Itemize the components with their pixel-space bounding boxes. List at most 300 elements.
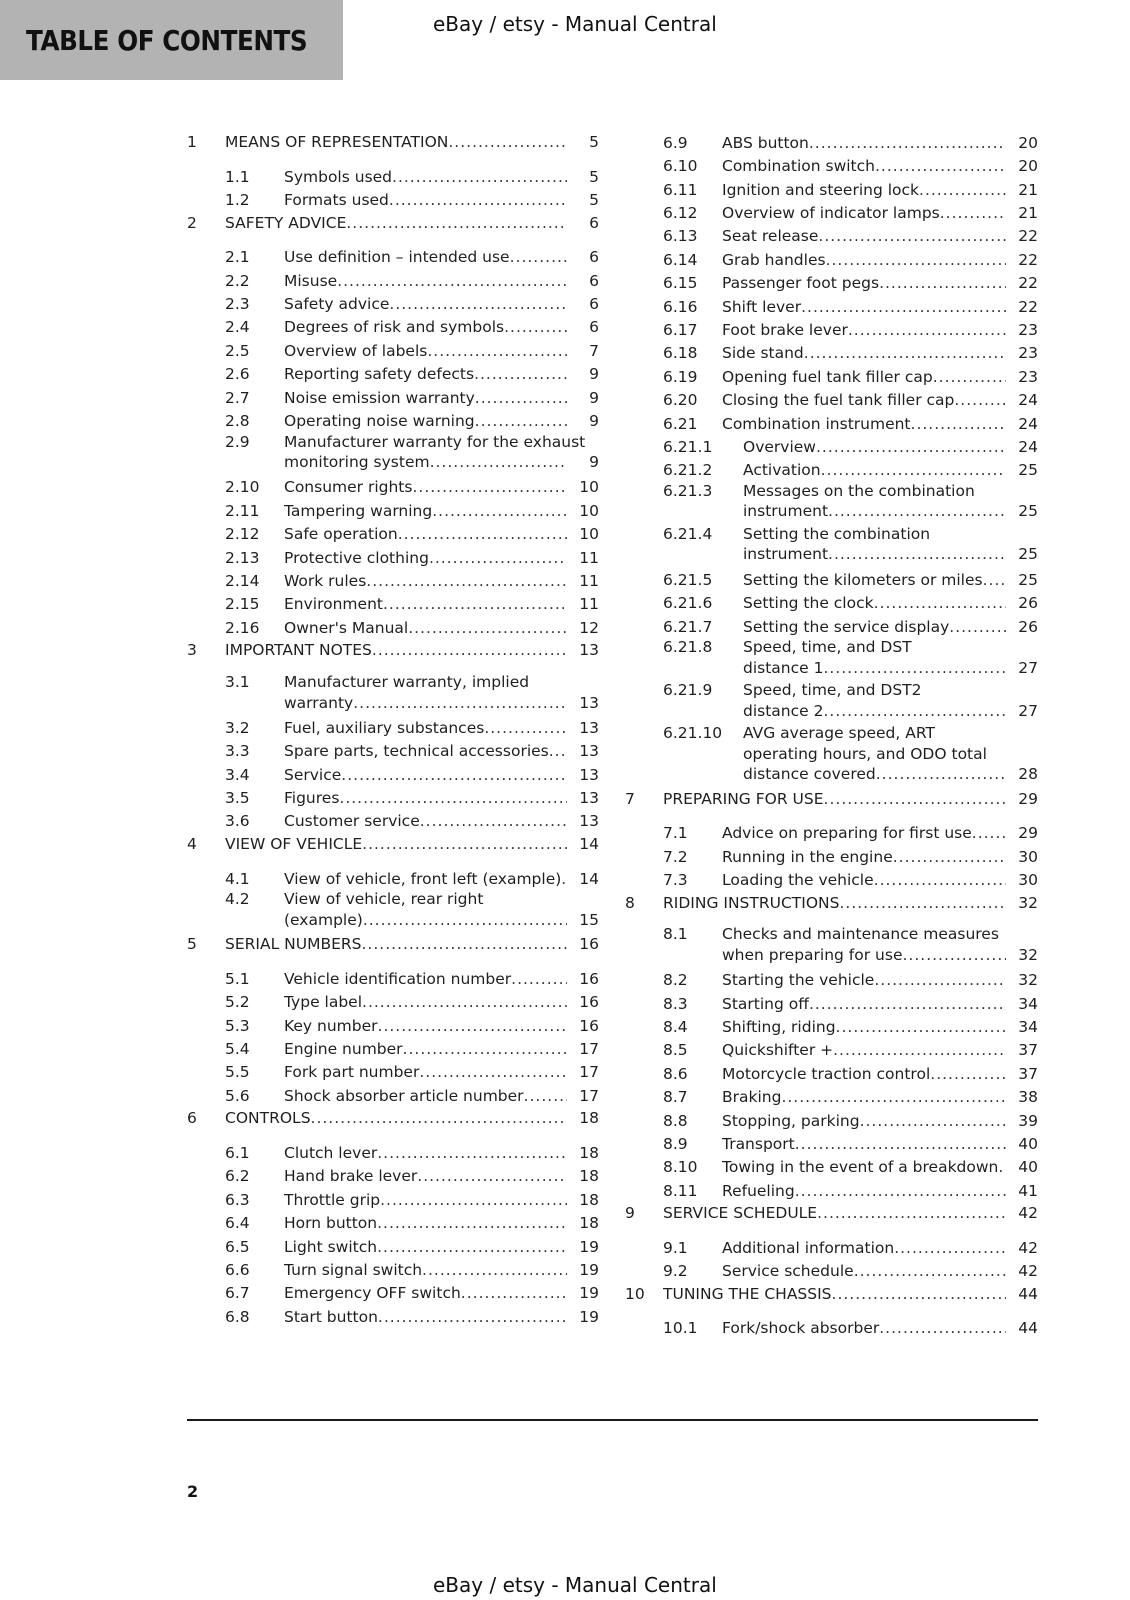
toc-entry[interactable] (187, 738, 599, 761)
toc-entry-page: 21 (1018, 204, 1038, 223)
toc-entry[interactable] (187, 187, 599, 210)
toc-entry-title-wrap (722, 1040, 1006, 1061)
toc-entry-page: 34 (1018, 1017, 1038, 1036)
toc-entry-title-wrap (284, 1260, 567, 1281)
toc-entry-title: CONTROLS (225, 1109, 311, 1128)
toc-entry[interactable] (625, 270, 1038, 293)
toc-entry-title-wrap (722, 1111, 1006, 1132)
toc-entry-page: 44 (1018, 1319, 1038, 1338)
toc-entry[interactable] (625, 1014, 1038, 1037)
toc-leader-dots (911, 414, 1006, 435)
toc-entry-number: 6.17 (663, 321, 698, 340)
toc-entry-title-wrap (722, 823, 1006, 844)
toc-entry-title: Shifting, riding (722, 1017, 836, 1036)
toc-entry[interactable] (187, 832, 599, 866)
toc-entry-number: 6.19 (663, 367, 698, 386)
toc-entry-number: 6.21.8 (663, 638, 713, 657)
toc-entry[interactable] (187, 1234, 599, 1257)
toc-entry[interactable] (625, 411, 1038, 434)
toc-entry[interactable] (187, 1083, 599, 1106)
footer-divider (187, 1419, 1038, 1421)
toc-entry-title: View of vehicle, front left (example) (284, 869, 562, 888)
toc-leader-dots (504, 317, 567, 338)
toc-entry-title-wrap (284, 1190, 567, 1211)
toc-entry[interactable] (187, 291, 599, 314)
toc-entry-number: 8.3 (663, 994, 688, 1013)
toc-entry-title-line: AVG average speed, ART (743, 724, 935, 743)
toc-leader-dots (524, 1086, 567, 1107)
toc-entry[interactable] (187, 164, 599, 187)
toc-entry[interactable] (625, 317, 1038, 340)
toc-entry[interactable] (625, 224, 1038, 247)
toc-entry-number: 6.11 (663, 180, 698, 199)
toc-entry-title-wrap (743, 617, 1006, 638)
toc-entry-title-wrap (743, 701, 1006, 722)
toc-entry-title: Closing the fuel tank filler cap (722, 391, 955, 410)
toc-entry[interactable] (187, 1106, 599, 1140)
toc-entry[interactable] (187, 545, 599, 568)
toc-entry-title-wrap (743, 593, 1006, 614)
toc-entry-title-wrap (284, 247, 567, 268)
toc-entry-title-wrap (663, 789, 1006, 810)
toc-entry[interactable] (187, 762, 599, 785)
toc-leader-dots (510, 247, 567, 268)
toc-entry-title-wrap (284, 1166, 567, 1187)
toc-entry[interactable] (625, 637, 1038, 678)
toc-entry-title-wrap (284, 1016, 567, 1037)
toc-entry-page: 26 (1018, 617, 1038, 636)
toc-entry-title-wrap (284, 167, 567, 188)
toc-entry[interactable] (625, 1154, 1038, 1177)
toc-leader-dots (353, 693, 567, 714)
toc-entry-page: 10 (579, 525, 599, 544)
toc-entry-title: Environment (284, 595, 383, 614)
toc-entry-number: 6.18 (663, 344, 698, 363)
toc-entry[interactable] (187, 268, 599, 291)
toc-entry-number: 1.2 (225, 191, 250, 210)
toc-entry-page: 18 (579, 1144, 599, 1162)
toc-leader-dots (795, 1181, 1006, 1202)
toc-entry-title-wrap (722, 847, 1006, 868)
toc-entry[interactable] (625, 991, 1038, 1014)
toc-entry-title: Combination switch (722, 157, 875, 176)
toc-entry-page: 10 (579, 501, 599, 520)
toc-entry-title: Work rules (284, 571, 367, 590)
toc-leader-dots (930, 1064, 1006, 1085)
toc-entry[interactable] (187, 715, 599, 738)
toc-entry-row (187, 672, 599, 693)
toc-entry-number: 3.1 (225, 673, 250, 692)
toc-leader-dots (817, 1203, 1006, 1224)
toc-entry-number: 10 (625, 1284, 645, 1303)
toc-entry-number: 6.13 (663, 227, 698, 246)
toc-leader-dots (377, 1213, 567, 1234)
toc-entry[interactable] (625, 680, 1038, 721)
toc-entry-title-wrap (722, 1017, 1006, 1038)
toc-entry-number: 9.2 (663, 1262, 688, 1281)
toc-entry-title: warranty (284, 693, 354, 712)
toc-entry-number: 6.21 (663, 414, 698, 433)
toc-leader-dots (902, 945, 1006, 966)
toc-entry[interactable] (187, 568, 599, 591)
toc-leader-dots (419, 1062, 567, 1083)
toc-entry-number: 2.8 (225, 412, 250, 430)
toc-entry-title: Use definition – intended use (284, 248, 510, 267)
toc-entry-page: 30 (1018, 871, 1038, 889)
toc-entry-page: 9 (589, 388, 599, 407)
toc-entry-title: Type label (284, 993, 363, 1012)
toc-entry[interactable] (625, 1316, 1038, 1339)
toc-entry-page: 15 (579, 910, 599, 929)
toc-entry-title-wrap (225, 1108, 567, 1129)
toc-entry-page: 13 (579, 742, 599, 761)
toc-entry-title-wrap (284, 364, 567, 385)
toc-entry-title: Formats used (284, 191, 389, 210)
toc-entry-title-wrap (284, 969, 567, 990)
toc-entry-title: Safe operation (284, 525, 398, 544)
toc-entry[interactable] (625, 524, 1038, 565)
toc-entry-page: 9 (589, 412, 599, 430)
toc-entry[interactable] (625, 1131, 1038, 1154)
toc-entry[interactable] (625, 153, 1038, 176)
toc-entry-title: Noise emission warranty (284, 388, 475, 407)
toc-entry-page: 20 (1018, 133, 1038, 152)
toc-entry-number: 4 (187, 834, 197, 853)
toc-entry-row (625, 701, 1038, 722)
toc-leader-dots (389, 190, 567, 211)
toc-leader-dots (474, 364, 567, 385)
toc-entry-title-wrap (284, 1086, 567, 1107)
toc-entry[interactable] (187, 498, 599, 521)
toc-entry-number: 5.5 (225, 1063, 250, 1082)
toc-entry-number: 6.10 (663, 157, 698, 176)
toc-entry-title-wrap (284, 317, 567, 338)
toc-entry-title: monitoring system (284, 453, 430, 471)
toc-entry-title-wrap (722, 250, 1006, 271)
toc-entry-title-wrap (284, 1283, 567, 1304)
toc-entry-title-wrap (284, 271, 567, 292)
toc-entry-title: VIEW OF VEHICLE (225, 834, 363, 853)
toc-entry-title: Setting the kilometers or miles (743, 570, 983, 589)
toc-entry-page: 32 (1018, 893, 1038, 912)
toc-entry[interactable] (187, 1060, 599, 1083)
toc-entry[interactable] (187, 385, 599, 408)
toc-entry-title: Spare parts, technical accessories (284, 742, 549, 761)
toc-entry-number: 6.6 (225, 1260, 250, 1279)
toc-entry[interactable] (187, 809, 599, 832)
toc-entry-title-wrap (284, 672, 599, 693)
toc-entry-page: 18 (579, 1190, 599, 1209)
toc-entry[interactable] (625, 1084, 1038, 1107)
toc-entry[interactable] (625, 481, 1038, 522)
toc-leader-dots (875, 156, 1006, 177)
toc-entry-title: Activation (743, 461, 821, 480)
toc-entry-title: Starting the vehicle (722, 971, 875, 990)
toc-entry-title: TUNING THE CHASSIS (663, 1284, 832, 1303)
toc-entry-title-wrap (284, 811, 567, 832)
toc-entry[interactable] (625, 1235, 1038, 1258)
toc-entry-title-wrap (743, 501, 1006, 522)
toc-entry-title: Shift lever (722, 297, 802, 316)
toc-entry-page: 14 (579, 869, 599, 888)
toc-entry-number: 2 (187, 213, 197, 232)
toc-entry[interactable] (625, 787, 1038, 821)
toc-entry[interactable] (625, 294, 1038, 317)
toc-leader-dots (848, 320, 1006, 341)
toc-entry-number: 6 (187, 1109, 197, 1128)
toc-entry-number: 2.6 (225, 365, 250, 384)
toc-entry[interactable] (625, 1201, 1038, 1235)
toc-entry-title-wrap (284, 1039, 567, 1060)
toc-entry-title-wrap (284, 618, 567, 639)
toc-entry-number: 6.21.2 (663, 461, 713, 480)
toc-entry[interactable] (187, 1013, 599, 1036)
toc-entry[interactable] (625, 891, 1038, 925)
toc-entry-number: 7.1 (663, 824, 688, 843)
toc-leader-dots (377, 1237, 567, 1258)
toc-entry-page: 13 (579, 693, 599, 712)
toc-entry-number: 10.1 (663, 1319, 698, 1338)
toc-entry-number: 6.21.7 (663, 617, 713, 636)
toc-entry-page: 23 (1018, 344, 1038, 363)
toc-entry-row (187, 693, 599, 714)
toc-entry-title: Throttle grip (284, 1190, 381, 1209)
toc-entry[interactable] (187, 211, 599, 245)
toc-entry-title: when preparing for use (722, 945, 903, 964)
toc-entry[interactable] (625, 820, 1038, 843)
toc-entry-page: 9 (589, 453, 599, 471)
toc-entry-title-wrap (284, 571, 567, 592)
toc-entry[interactable] (625, 614, 1038, 637)
toc-entry[interactable] (625, 1061, 1038, 1084)
toc-entry-title: Misuse (284, 271, 338, 290)
toc-entry-title: IMPORTANT NOTES (225, 641, 372, 660)
toc-entry[interactable] (187, 315, 599, 338)
toc-entry-number: 6.5 (225, 1237, 250, 1256)
toc-entry-title: Braking (722, 1088, 782, 1107)
toc-entry-number: 6.21.6 (663, 594, 713, 613)
toc-entry[interactable] (625, 364, 1038, 387)
toc-leader-dots (818, 226, 1006, 247)
toc-entry-title: MEANS OF REPRESENTATION (225, 133, 449, 151)
toc-entry-title: Operating noise warning (284, 412, 475, 430)
toc-entry-title-wrap (722, 870, 1006, 891)
toc-entry-number: 3.5 (225, 789, 250, 808)
toc-entry-number: 7.2 (663, 847, 688, 866)
toc-leader-dots (362, 834, 567, 855)
toc-entry[interactable] (625, 867, 1038, 890)
toc-entry[interactable] (625, 341, 1038, 364)
toc-leader-dots (412, 477, 567, 498)
toc-entry[interactable] (625, 1108, 1038, 1131)
toc-entry[interactable] (187, 338, 599, 361)
toc-entry-page: 5 (589, 167, 599, 186)
toc-entry-title: Passenger foot pegs (722, 274, 880, 293)
toc-entry-page: 6 (589, 213, 599, 232)
toc-entry-title: distance covered (743, 765, 876, 784)
toc-entry-row (625, 637, 1038, 658)
toc-entry-title-wrap (743, 570, 1006, 591)
toc-entry-number: 6.21.4 (663, 524, 713, 543)
toc-entry-title-line: Manufacturer warranty, implied (284, 673, 530, 692)
toc-entry-title-line: Speed, time, and DST (743, 638, 912, 657)
toc-entry-page: 11 (579, 595, 599, 614)
toc-entry[interactable] (625, 247, 1038, 270)
toc-leader-dots (804, 343, 1006, 364)
toc-entry-title: Vehicle identification number (284, 969, 512, 988)
toc-entry[interactable] (625, 1178, 1038, 1201)
toc-entry[interactable] (187, 521, 599, 544)
toc-entry[interactable] (625, 177, 1038, 200)
toc-entry-number: 7.3 (663, 871, 688, 889)
toc-entry[interactable] (625, 567, 1038, 590)
toc-entry-title-line: Messages on the combination (743, 481, 975, 500)
toc-entry[interactable] (625, 1282, 1038, 1316)
toc-leader-dots (420, 811, 567, 832)
toc-entry-number: 8.4 (663, 1017, 688, 1036)
toc-entry[interactable] (187, 432, 599, 473)
toc-entry[interactable] (187, 1036, 599, 1059)
toc-entry[interactable] (187, 475, 599, 498)
toc-entry-title: Owner's Manual (284, 618, 409, 637)
toc-entry-title: Towing in the event of a breakdown (722, 1158, 999, 1177)
toc-entry[interactable] (187, 1210, 599, 1233)
toc-entry-page: 22 (1018, 274, 1038, 293)
toc-entry-row (625, 945, 1038, 966)
toc-leader-dots (833, 1040, 1006, 1061)
toc-entry[interactable] (625, 457, 1038, 480)
toc-entry-title: Loading the vehicle (722, 871, 874, 889)
toc-entry-page: 25 (1018, 570, 1038, 589)
toc-entry[interactable] (187, 130, 599, 164)
toc-entry-title-wrap (743, 658, 1006, 679)
toc-entry[interactable] (625, 1037, 1038, 1060)
toc-entry[interactable] (187, 889, 599, 930)
toc-entry-number: 2.13 (225, 548, 260, 567)
toc-leader-dots (876, 764, 1006, 785)
toc-leader-dots (422, 1260, 567, 1281)
toc-leader-dots (809, 133, 1006, 154)
toc-entry-page: 19 (579, 1237, 599, 1256)
toc-entry-title: Grab handles (722, 250, 826, 269)
toc-entry-page: 40 (1018, 1134, 1038, 1153)
toc-entry[interactable] (625, 590, 1038, 613)
toc-entry[interactable] (187, 785, 599, 808)
toc-entry-title: distance 2 (743, 701, 824, 720)
toc-entry[interactable] (625, 723, 1038, 785)
toc-entry-title-wrap (284, 889, 599, 910)
toc-entry-title: Foot brake lever (722, 321, 848, 340)
toc-entry[interactable] (187, 361, 599, 384)
toc-entry[interactable] (625, 1258, 1038, 1281)
toc-entry-title-wrap (722, 273, 1006, 294)
toc-entry-title-wrap (284, 411, 567, 432)
toc-entry-number: 6.21.1 (663, 437, 713, 456)
toc-leader-dots (836, 1017, 1006, 1038)
toc-entry-number: 8.2 (663, 971, 688, 990)
toc-entry[interactable] (625, 200, 1038, 223)
toc-entry[interactable] (187, 1140, 599, 1163)
toc-leader-dots (363, 910, 567, 931)
toc-entry-page: 40 (1018, 1158, 1038, 1177)
toc-entry[interactable] (187, 1164, 599, 1187)
toc-entry-title-wrap (663, 1284, 1006, 1305)
toc-entry-title: Emergency OFF switch (284, 1284, 461, 1303)
toc-entry-title: Fork/shock absorber (722, 1319, 880, 1338)
toc-entry-page: 6 (589, 271, 599, 290)
toc-entry-number: 6.21.10 (663, 724, 723, 743)
toc-entry-title: Key number (284, 1016, 378, 1035)
toc-entry[interactable] (187, 989, 599, 1012)
page-title: TABLE OF CONTENTS (26, 24, 308, 57)
toc-leader-dots (346, 213, 567, 234)
toc-entry[interactable] (187, 1280, 599, 1303)
toc-entry-page: 7 (589, 341, 599, 360)
toc-entry-number: 1.1 (225, 167, 250, 186)
toc-entry[interactable] (187, 591, 599, 614)
toc-entry-title-wrap (722, 1087, 1006, 1108)
toc-leader-dots (795, 1134, 1006, 1155)
watermark-top: eBay / etsy - Manual Central (433, 12, 717, 36)
toc-entry-page: 13 (579, 789, 599, 808)
toc-entry-title: Tampering warning (284, 501, 433, 520)
toc-entry-number: 2.15 (225, 595, 260, 614)
toc-entry[interactable] (625, 387, 1038, 410)
toc-entry[interactable] (625, 844, 1038, 867)
toc-entry-page: 27 (1018, 701, 1038, 720)
toc-entry-page: 18 (579, 1214, 599, 1233)
toc-entry-title-wrap (722, 970, 1006, 991)
toc-entry-page: 6 (589, 248, 599, 267)
toc-entry-number: 6.1 (225, 1144, 250, 1162)
toc-entry[interactable] (187, 672, 599, 713)
toc-entry[interactable] (187, 932, 599, 966)
toc-entry[interactable] (625, 130, 1038, 153)
toc-entry[interactable] (187, 244, 599, 267)
toc-entry-number: 8.5 (663, 1041, 688, 1060)
toc-entry-title: ABS button (722, 133, 809, 152)
toc-leader-dots (832, 1284, 1006, 1305)
toc-entry-page: 10 (579, 478, 599, 497)
toc-entry[interactable] (187, 638, 599, 672)
toc-entry[interactable] (625, 434, 1038, 457)
toc-entry-title: Service schedule (722, 1262, 854, 1281)
toc-entry[interactable] (187, 408, 599, 431)
toc-entry-number: 2.7 (225, 388, 250, 407)
toc-entry-title-wrap (722, 367, 1006, 388)
toc-entry-title: Degrees of risk and symbols (284, 318, 505, 337)
toc-entry-row (187, 452, 599, 473)
toc-entry-page: 24 (1018, 437, 1038, 456)
toc-entry-number: 2.9 (225, 432, 250, 451)
toc-entry[interactable] (187, 615, 599, 638)
toc-entry[interactable] (625, 967, 1038, 990)
toc-leader-dots (339, 788, 567, 809)
toc-entry[interactable] (187, 1257, 599, 1280)
toc-entry-title: Overview of labels (284, 341, 428, 360)
toc-entry-page: 17 (579, 1063, 599, 1082)
toc-entry[interactable] (187, 1187, 599, 1210)
toc-leader-dots (398, 524, 567, 545)
toc-entry[interactable] (187, 1304, 599, 1327)
toc-entry[interactable] (625, 924, 1038, 965)
toc-entry[interactable] (187, 966, 599, 989)
toc-entry[interactable] (187, 866, 599, 889)
toc-leader-dots (475, 411, 567, 432)
toc-leader-dots (954, 390, 1006, 411)
toc-entry-row (187, 889, 599, 910)
toc-entry-number: 3.6 (225, 812, 250, 831)
